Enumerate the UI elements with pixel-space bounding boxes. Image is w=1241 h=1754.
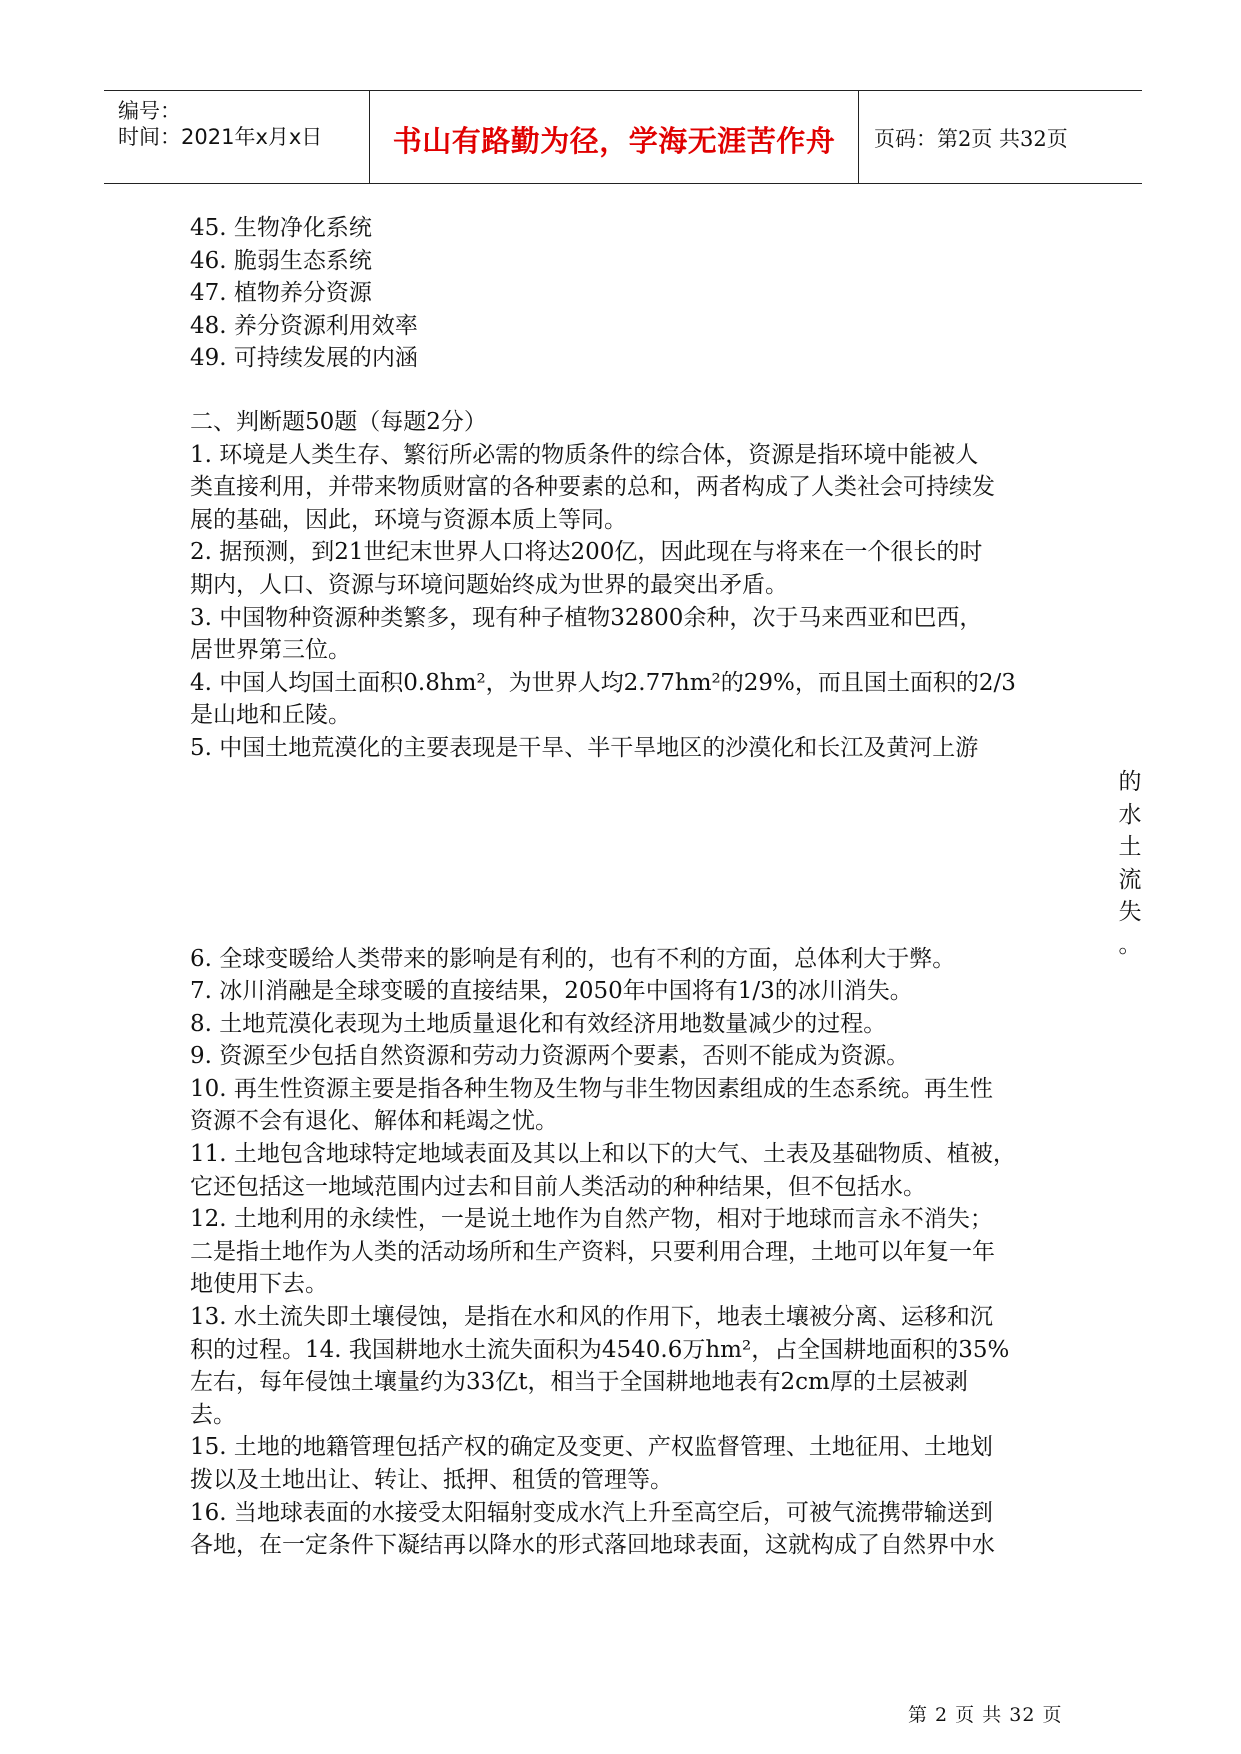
text-line: 期内，人口、资源与环境问题始终成为世界的最突出矛盾。 [190, 571, 788, 598]
text-line: 1. 环境是人类生存、繁衍所必需的物质条件的综合体，资源是指环境中能被人 [190, 441, 979, 468]
header-left-cell [104, 91, 370, 183]
text-line: 各地，在一定条件下凝结再以降水的形式落回地球表面，这就构成了自然界中水 [190, 1532, 995, 1559]
text-line: 积的过程。14. 我国耕地水土流失面积为4540.6万hm²，占全国耕地面积的35% [190, 1336, 1010, 1363]
term-list-item: 46. 脆弱生态系统 [190, 247, 372, 274]
section-gap [190, 375, 1090, 406]
text-line: 11. 土地包含地球特定地域表面及其以上和以下的大气、土表及基础物质、植被， [190, 1141, 1016, 1168]
text-line: 去。 [190, 1401, 236, 1428]
vertical-overflow-gap [190, 765, 1090, 943]
term-list-item: 48. 养分资源利用效率 [190, 312, 418, 339]
term-list-item: 49. 可持续发展的内涵 [190, 345, 418, 372]
header-motto: 书山有路勤为径，学海无涯苦作舟 [392, 124, 836, 158]
text-line: 6. 全球变暖给人类带来的影响是有利的，也有不利的方面，总体利大于弊。 [190, 945, 956, 972]
text-line: 资源不会有退化、解体和耗竭之忧。 [190, 1108, 558, 1135]
page-footer: 第 2 页 共 32 页 [908, 1704, 1063, 1726]
vertical-char: 失 [1118, 899, 1142, 925]
section-title: 二、判断题50题（每题2分） [190, 408, 487, 435]
vertical-overflow-text [1115, 766, 1145, 961]
text-line: 地使用下去。 [190, 1271, 328, 1298]
vertical-char: 。 [1118, 931, 1142, 958]
text-line: 9. 资源至少包括自然资源和劳动力资源两个要素，否则不能成为资源。 [190, 1043, 910, 1070]
page-header [104, 90, 1142, 184]
text-line: 8. 土地荒漠化表现为土地质量退化和有效经济用地数量减少的过程。 [190, 1010, 887, 1037]
text-line: 2. 据预测，到21世纪末世界人口将达200亿，因此现在与将来在一个很长的时 [190, 539, 983, 566]
text-line: 它还包括这一地域范围内过去和目前人类活动的种种结果，但不包括水。 [190, 1173, 926, 1200]
text-line: 类直接利用，并带来物质财富的各种要素的总和，两者构成了人类社会可持续发 [190, 474, 995, 501]
header-middle-cell [370, 91, 859, 183]
text-line: 居世界第三位。 [190, 637, 351, 664]
header-right-cell [860, 91, 1142, 183]
text-line: 拨以及土地出让、转让、抵押、租赁的管理等。 [190, 1467, 673, 1493]
text-line: 12. 土地利用的永续性，一是说土地作为自然产物，相对于地球而言永不消失； [190, 1206, 993, 1233]
text-line: 5. 中国土地荒漠化的主要表现是干旱、半干旱地区的沙漠化和长江及黄河上游 [190, 734, 979, 761]
vertical-char: 水 [1118, 801, 1142, 828]
header-page-info: 页码：第2页 共32页 [874, 127, 1068, 151]
text-line: 16. 当地球表面的水接受太阳辐射变成水汽上升至高空后，可被气流携带输送到 [190, 1499, 993, 1526]
question-block-a [190, 439, 1090, 765]
text-line: 二是指土地作为人类的活动场所和生产资料，只要利用合理，土地可以年复一年 [190, 1238, 995, 1265]
text-line: 展的基础，因此，环境与资源本质上等同。 [190, 506, 627, 533]
term-list-item: 45. 生物净化系统 [190, 215, 372, 241]
text-line: 15. 土地的地籍管理包括产权的确定及变更、产权监督管理、土地征用、土地划 [190, 1434, 993, 1461]
vertical-char: 流 [1118, 866, 1142, 893]
term-list [190, 212, 1090, 375]
question-block-b [190, 943, 1090, 1562]
document-time-label: 时间：2021年x月x日 [118, 125, 323, 149]
vertical-char: 土 [1118, 834, 1142, 860]
text-line: 是山地和丘陵。 [190, 702, 351, 729]
text-line: 4. 中国人均国土面积0.8hm²，为世界人均2.77hm²的29%，而且国土面积的2/3 [190, 669, 1016, 696]
text-line: 13. 水土流失即土壤侵蚀，是指在水和风的作用下，地表土壤被分离、运移和沉 [190, 1304, 993, 1331]
document-number-label: 编号： [118, 99, 181, 123]
text-line: 7. 冰川消融是全球变暖的直接结果，2050年中国将有1/3的冰川消失。 [190, 978, 913, 1005]
document-body [190, 212, 1090, 1562]
vertical-char: 的 [1118, 769, 1142, 795]
text-line: 左右，每年侵蚀土壤量约为33亿t，相当于全国耕地地表有2cm厚的土层被剥 [190, 1369, 968, 1396]
text-line: 10. 再生性资源主要是指各种生物及生物与非生物因素组成的生态系统。再生性 [190, 1075, 993, 1102]
term-list-item: 47. 植物养分资源 [190, 280, 372, 307]
text-line: 3. 中国物种资源种类繁多，现有种子植物32800余种，次于马来西亚和巴西， [190, 604, 983, 631]
